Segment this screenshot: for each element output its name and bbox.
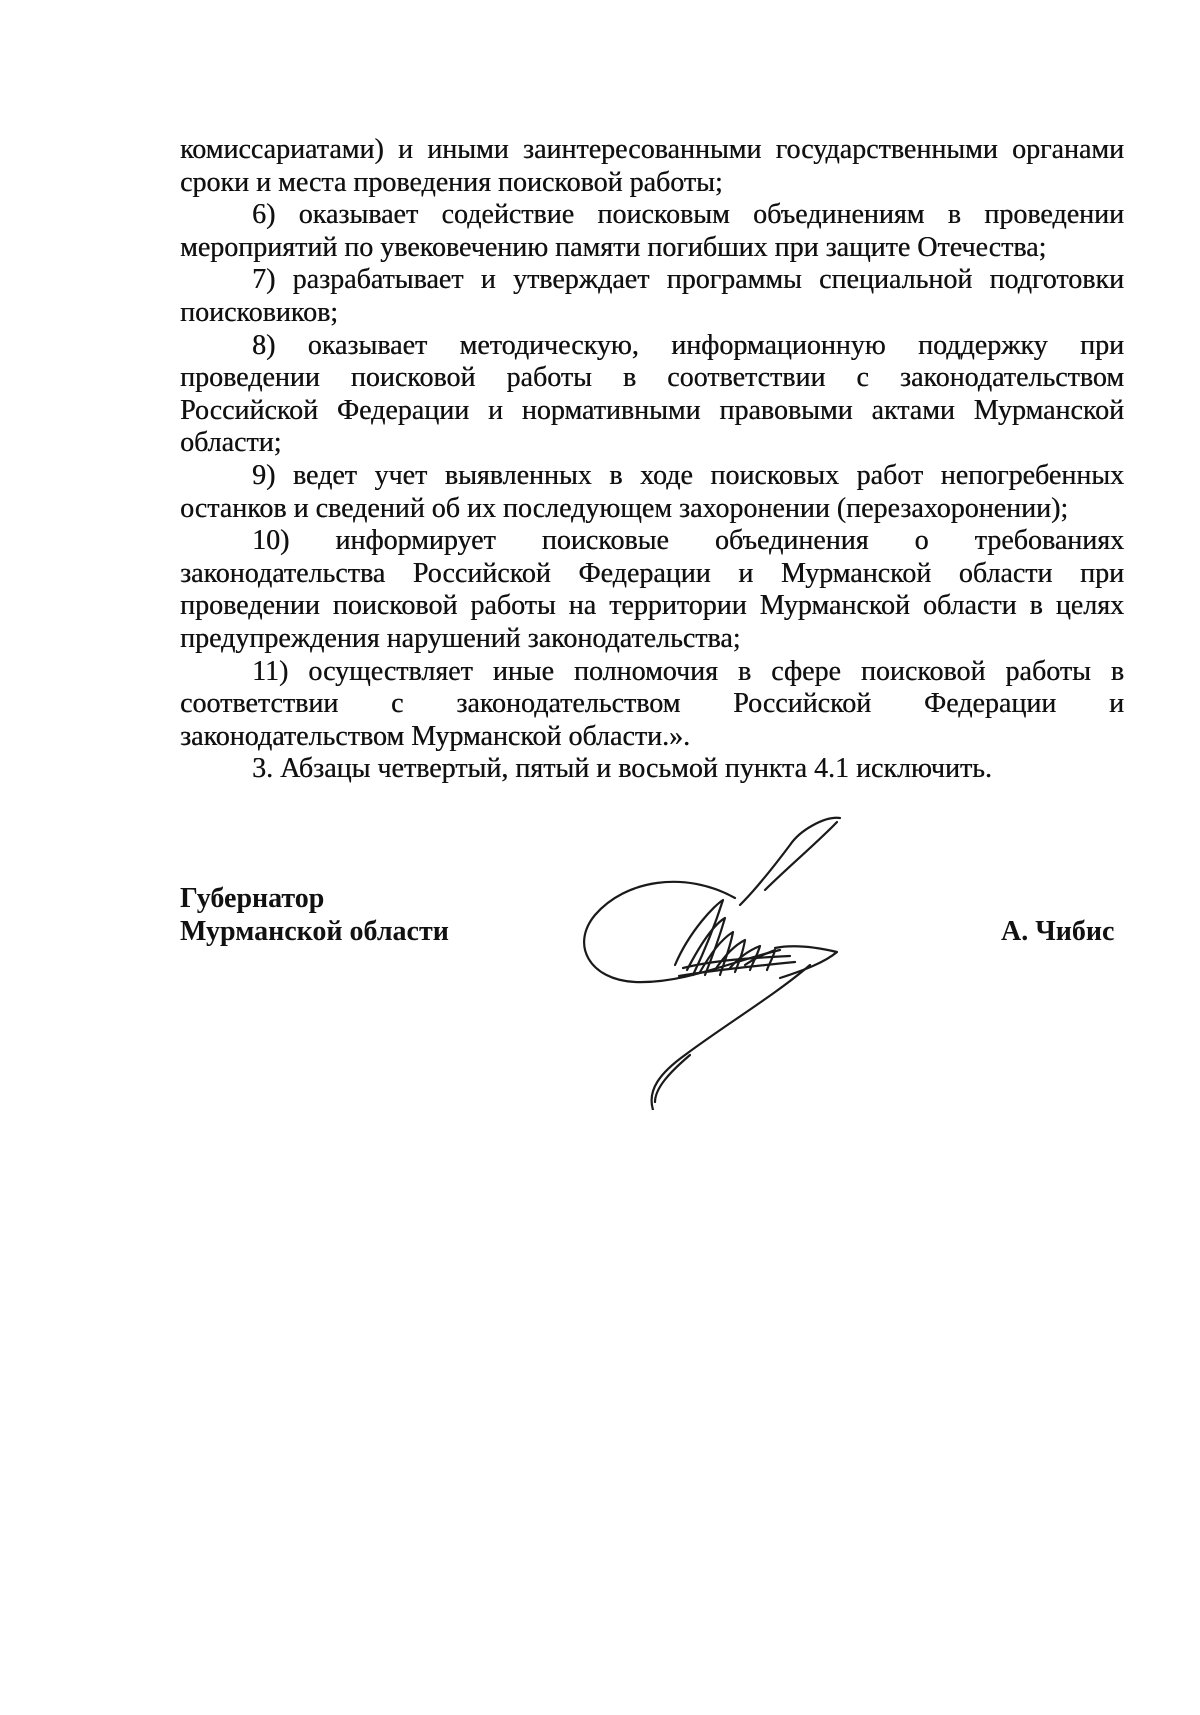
paragraph-item-11: 11) осуществляет иные полномочия в сфере поисковой работы в соответствии с законодательством Российской Федерации и законодательством Мурманской области.». — [180, 655, 1124, 752]
paragraph-item-10: 10) информирует поисковые объединения о требованиях законодательства Российской Федерации и Мурманской области при проведении поисковой работы на территории Мурманской области в целях предупреждения нарушений законодательства; — [180, 525, 1124, 654]
signature-stroke — [740, 818, 840, 905]
paragraph-item-6: 6) оказывает содействие поисковым объединениям в проведении мероприятий по увековечению памяти погибших при защите Отечества; — [180, 199, 1124, 263]
paragraph-item-9: 9) ведет учет выявленных в ходе поисковых работ непогребенных останков и сведений об их последующем захоронении (перезахоронении); — [180, 459, 1124, 524]
signatory-title-line2: Мурманской области — [180, 916, 449, 947]
handwritten-signature — [575, 810, 875, 1110]
signatory-title — [180, 882, 449, 948]
paragraph-item-7: 7) разрабатывает и утверждает программы специальной подготовки поисковиков; — [180, 264, 1124, 328]
paragraph-clause-3: 3. Абзацы четвертый, пятый и восьмой пункта 4.1 исключить. — [252, 753, 992, 785]
signature-stroke — [652, 965, 810, 1110]
signatory-title-line1: Губернатор — [180, 883, 325, 914]
paragraph-item-8: 8) оказывает методическую, информационную поддержку при проведении поисковой работы в соответствии с законодательством Российской Федерации и нормативными правовыми актами Мурманской области; — [180, 329, 1124, 459]
document-body — [180, 134, 1124, 786]
signatory-name: А. Чибис — [1001, 916, 1115, 947]
paragraph-continuation: комиссариатами) и иными заинтересованными государственными органами сроки и места проведения поисковой работы; — [180, 134, 1124, 198]
